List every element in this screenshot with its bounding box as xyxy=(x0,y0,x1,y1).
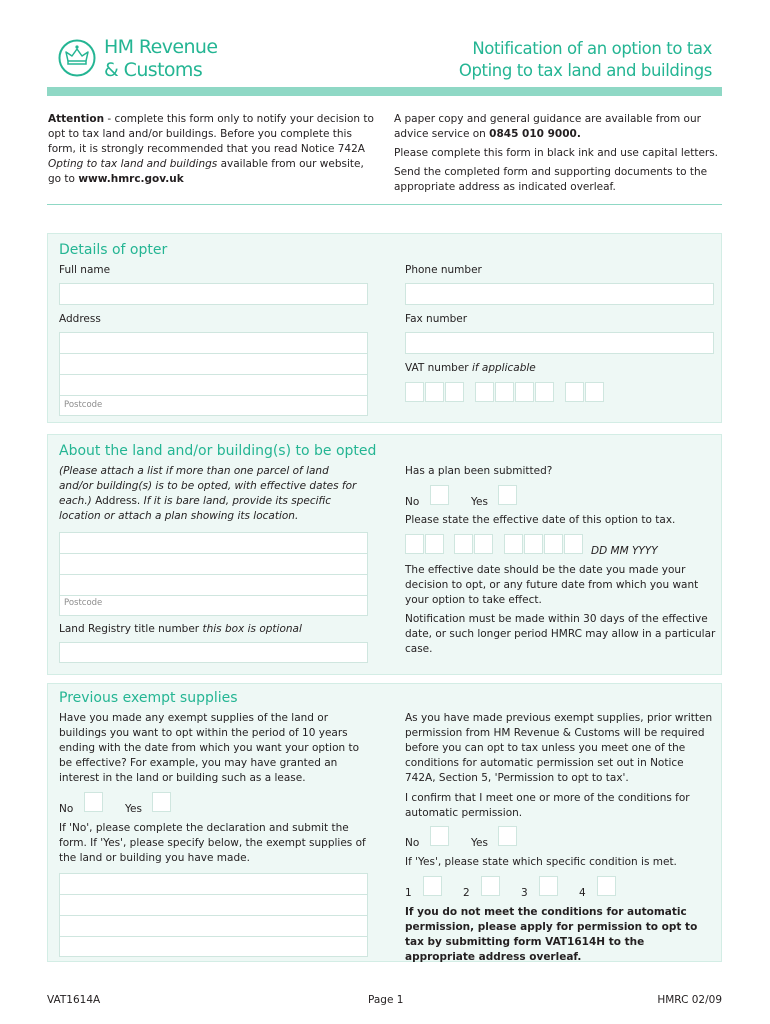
confirm-yes-label: Yes xyxy=(471,837,488,849)
date-month-box[interactable] xyxy=(474,534,493,554)
exempt-line-2[interactable] xyxy=(60,895,367,916)
exempt-yes-checkbox[interactable] xyxy=(152,792,171,812)
plan-question: Has a plan been submitted? xyxy=(405,465,553,477)
vat-digit-box[interactable] xyxy=(475,382,494,402)
vat-digit-box[interactable] xyxy=(495,382,514,402)
exempt-supplies-section xyxy=(47,683,722,962)
land-instr-address: Address. xyxy=(95,495,141,507)
condition-4-checkbox[interactable] xyxy=(597,876,616,896)
phone-label: Phone number xyxy=(405,264,482,276)
condition-4-label: 4 xyxy=(579,887,586,899)
exempt-question: Have you made any exempt supplies of the land or buildings you want to opt within the period of 10 years ending with the date from which you want your option to be effective? For example, you may have granted an interest in the land or building such as a lease. xyxy=(59,712,360,784)
crown-emblem-icon xyxy=(58,38,96,78)
exempt-if-text: If 'No', please complete the declaration and submit the form. If 'Yes', please specify below, the exempt supplies of the land or building you have made. xyxy=(59,822,366,864)
date-day-box[interactable] xyxy=(405,534,424,554)
land-registry-label xyxy=(59,622,302,637)
attention-text: - complete this form only to notify your decision to opt to tax land and/or buildings. Before you complete this form, it is strongly recommended that you read Notice 742A xyxy=(48,113,374,155)
advice-phone: 0845 010 9000. xyxy=(489,128,581,140)
date-month-box[interactable] xyxy=(454,534,473,554)
address-line-1[interactable] xyxy=(60,333,367,354)
condition-3-checkbox[interactable] xyxy=(539,876,558,896)
land-registry-field[interactable] xyxy=(59,642,368,663)
land-postcode-label: Postcode xyxy=(64,598,103,608)
land-address-line-1[interactable] xyxy=(60,533,367,554)
address-label: Address xyxy=(59,313,101,325)
fax-field[interactable] xyxy=(405,332,714,354)
exempt-supplies-field[interactable] xyxy=(59,873,368,957)
plan-yes-label: Yes xyxy=(471,496,488,508)
exempt-line-3[interactable] xyxy=(60,916,367,937)
confirm-paragraph: I confirm that I meet one or more of the conditions for automatic permission. xyxy=(405,792,690,819)
send-instruction: Send the completed form and supporting documents to the appropriate address as indicated overleaf. xyxy=(394,166,708,193)
postcode-label: Postcode xyxy=(64,400,103,410)
attention-paragraph xyxy=(48,112,378,187)
land-instr-1: (Please attach a list if more than one parcel of land and/or building(s) is to be opted, with effective dates for each.) xyxy=(59,465,357,507)
date-year-box[interactable] xyxy=(504,534,523,554)
permission-paragraph: As you have made previous exempt supplies, prior written permission from HM Revenue & Customs will be required before you can opt to tax unless you meet one of the conditions for automatic permission set out in Notice 742A, Section 5, 'Permission to opt to tax'. xyxy=(405,712,713,784)
form-code: VAT1614A xyxy=(47,994,101,1006)
intro-divider xyxy=(47,204,722,205)
confirm-no-label: No xyxy=(405,837,420,849)
plan-yes-checkbox[interactable] xyxy=(498,485,517,505)
header-bar xyxy=(47,87,722,96)
condition-1-label: 1 xyxy=(405,887,412,899)
date-format-hint: DD MM YYYY xyxy=(591,545,658,557)
land-registry-hint: this box is optional xyxy=(202,623,302,635)
condition-question: If 'Yes', please state which specific condition is met. xyxy=(405,856,677,868)
title-line-1: Notification of an option to tax xyxy=(472,39,712,58)
vat-digit-box[interactable] xyxy=(425,382,444,402)
land-buildings-section xyxy=(47,434,722,675)
exempt-yes-label: Yes xyxy=(125,803,142,815)
full-name-label: Full name xyxy=(59,264,111,276)
page-number: Page 1 xyxy=(368,994,404,1006)
confirm-no-checkbox[interactable] xyxy=(430,826,449,846)
ink-instruction: Please complete this form in black ink and use capital letters. xyxy=(394,147,719,159)
vat-digit-box[interactable] xyxy=(585,382,604,402)
full-name-field[interactable] xyxy=(59,283,368,305)
vat-digit-box[interactable] xyxy=(405,382,424,402)
land-registry-text: Land Registry title number xyxy=(59,623,203,635)
notification-note: Notification must be made within 30 days of the effective date, or such longer period HMRC may allow in a particular case. xyxy=(405,613,716,655)
date-year-box[interactable] xyxy=(524,534,543,554)
advice-text: A paper copy and general guidance are available from our advice service on xyxy=(394,113,701,140)
guidance-paragraphs xyxy=(394,112,719,199)
permission-warning: If you do not meet the conditions for automatic permission, please apply for permission to opt to tax by submitting form VAT1614H to the appropriate address overleaf. xyxy=(405,906,698,963)
condition-2-label: 2 xyxy=(463,887,470,899)
plan-no-label: No xyxy=(405,496,420,508)
fax-label: Fax number xyxy=(405,313,468,325)
attention-text-2: available from our website, go to xyxy=(48,158,364,185)
land-address-line-2[interactable] xyxy=(60,554,367,575)
land-address-line-3[interactable] xyxy=(60,575,367,596)
phone-field[interactable] xyxy=(405,283,714,305)
vat-hint: if applicable xyxy=(471,362,536,374)
advice-paragraph xyxy=(394,112,719,142)
land-title: About the land and/or building(s) to be opted xyxy=(59,443,377,459)
form-version: HMRC 02/09 xyxy=(657,994,722,1006)
details-title: Details of opter xyxy=(59,242,168,258)
exempt-line-1[interactable] xyxy=(60,874,367,895)
vat-digit-box[interactable] xyxy=(445,382,464,402)
exempt-no-checkbox[interactable] xyxy=(84,792,103,812)
vat-label xyxy=(405,361,536,376)
confirm-yes-checkbox[interactable] xyxy=(498,826,517,846)
condition-3-label: 3 xyxy=(521,887,528,899)
address-field[interactable] xyxy=(59,332,368,416)
attention-label: Attention xyxy=(48,113,105,125)
title-line-2: Opting to tax land and buildings xyxy=(458,61,712,80)
logo-line-2: & Customs xyxy=(104,59,203,81)
website-link[interactable]: www.hmrc.gov.uk xyxy=(78,173,184,185)
form-title xyxy=(459,38,712,82)
address-line-3[interactable] xyxy=(60,375,367,396)
land-address-field[interactable] xyxy=(59,532,368,616)
land-instr-2: If it is bare land, provide its specific location or attach a plan showing its location. xyxy=(59,495,332,522)
vat-digit-box[interactable] xyxy=(515,382,534,402)
hmrc-logo-text xyxy=(104,36,217,82)
date-year-box[interactable] xyxy=(564,534,583,554)
vat-digit-box[interactable] xyxy=(565,382,584,402)
date-year-box[interactable] xyxy=(544,534,563,554)
land-instructions xyxy=(59,464,359,524)
exempt-title: Previous exempt supplies xyxy=(59,690,238,706)
vat-label-text: VAT number xyxy=(405,362,472,374)
exempt-no-label: No xyxy=(59,803,74,815)
notice-title: Opting to tax land and buildings xyxy=(48,158,218,170)
vat-digit-box[interactable] xyxy=(535,382,554,402)
plan-no-checkbox[interactable] xyxy=(430,485,449,505)
logo-line-1: HM Revenue xyxy=(104,36,218,58)
condition-2-checkbox[interactable] xyxy=(481,876,500,896)
details-of-opter-section xyxy=(47,233,722,423)
effective-date-question: Please state the effective date of this option to tax. xyxy=(405,514,676,526)
address-line-2[interactable] xyxy=(60,354,367,375)
condition-1-checkbox[interactable] xyxy=(423,876,442,896)
date-day-box[interactable] xyxy=(425,534,444,554)
effective-date-note: The effective date should be the date you made your decision to opt, or any future date from which you want your option to take effect. xyxy=(405,564,699,606)
